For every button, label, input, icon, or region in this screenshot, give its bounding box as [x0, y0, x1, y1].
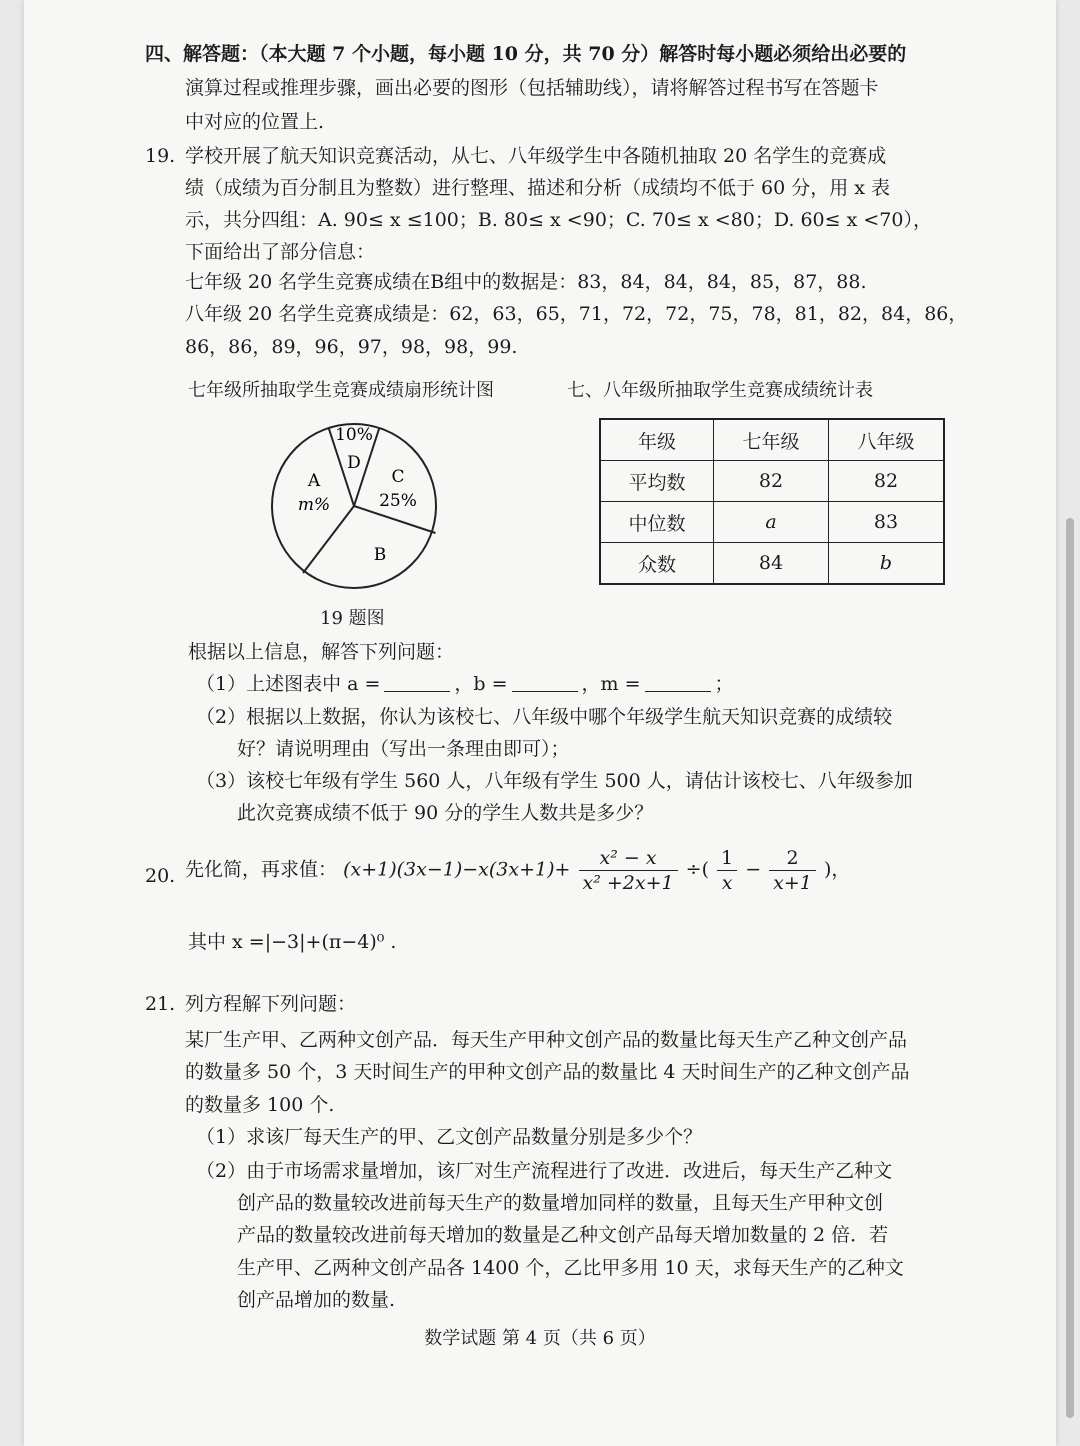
table-cell: 82 — [714, 461, 829, 502]
figure-caption: 19 题图 — [320, 608, 385, 629]
table-header-row — [600, 419, 944, 461]
exam-page — [24, 0, 1056, 1446]
fraction-1: $\frac{\text{x² − x}}{\text{x² +2x+1}}$ — [579, 846, 678, 895]
scrollbar-thumb[interactable] — [1066, 518, 1074, 1418]
pie-label-a: A — [307, 471, 321, 491]
q19-line7: 86，86，89，96，97，98，98，99. — [185, 336, 518, 358]
table-cell: 83 — [829, 502, 945, 543]
q20-where: 其中 x =|−3|+(π−4)⁰ . — [188, 931, 397, 953]
q19-line4: 下面给出了部分信息： — [185, 241, 376, 263]
q19-line1: 学校开展了航天知识竞赛活动，从七、八年级学生中各随机抽取 20 名学生的竞赛成 — [185, 145, 887, 167]
q21-line1: 某厂生产甲、乙两种文创产品．每天生产甲种文创产品的数量比每天生产乙种文创产品 — [185, 1029, 908, 1051]
pie-label-c-value: 25% — [379, 491, 417, 511]
section4-line1: 四、解答题：（本大题 7 个小题，每小题 10 分，共 70 分）解答时每小题必须给出必要的 — [145, 43, 907, 65]
answer-blank-b — [512, 671, 578, 692]
q21-part2-line4: 生产甲、乙两种文创产品各 1400 个，乙比甲多用 10 天，求每天生产的乙种文 — [237, 1257, 904, 1279]
table-cell: 中位数 — [600, 502, 714, 543]
fraction-3: $\frac{2}{x+1}$ — [769, 846, 816, 895]
pie-label-b: B — [373, 545, 387, 565]
q21-number: 21. — [145, 993, 176, 1015]
pie-boundary-b-a — [303, 506, 354, 573]
q19-line2: 绩（成绩为百分制且为整数）进行整理、描述和分析（成绩均不低于 60 分，用 x 表 — [185, 177, 891, 199]
fraction-2: $\frac{1}{x}$ — [717, 846, 737, 895]
pie-label-a-value: m% — [297, 495, 331, 515]
table-cell: a — [714, 502, 829, 543]
q21-line3: 的数量多 100 个. — [185, 1094, 335, 1116]
q19-part2-line2: 好？请说明理由（写出一条理由即可）； — [237, 738, 570, 760]
q19-part1: （1）上述图表中 a = ，b = ，m = ； — [196, 673, 734, 695]
q19-part3-line1: （3）该校七年级有学生 560 人，八年级有学生 500 人，请估计该校七、八年级参加 — [196, 770, 913, 792]
q19-number: 19. — [145, 145, 176, 167]
q21-line0: 列方程解下列问题： — [185, 993, 357, 1015]
section4-line2: 演算过程或推理步骤，画出必要的图形（包括辅助线），请将解答过程书写在答题卡 — [185, 77, 879, 99]
page-footer: 数学试题 第 4 页（共 6 页） — [424, 1328, 656, 1349]
answer-blank-m — [645, 671, 711, 692]
pie-label-d: D — [347, 453, 361, 473]
table-header-cell: 年级 — [600, 419, 714, 461]
pie-chart — [270, 410, 440, 610]
table-row — [600, 461, 944, 502]
q19-intro: 根据以上信息，解答下列问题： — [188, 641, 455, 663]
table-header-cell: 七年级 — [714, 419, 829, 461]
q21-part2-line3: 产品的数量较改进前每天增加的数量是乙种文创产品每天增加数量的 2 倍．若 — [237, 1224, 889, 1246]
scrollbar-track[interactable] — [1060, 0, 1080, 1446]
q19-line5: 七年级 20 名学生竞赛成绩在B组中的数据是：83，84，84，84，85，87，88. — [185, 271, 867, 293]
q21-part1: （1）求该厂每天生产的甲、乙文创产品数量分别是多少个？ — [196, 1126, 703, 1148]
table-cell: 众数 — [600, 543, 714, 585]
q20-expression: 先化简，再求值： (x+1)(3x−1)−x(3x+1)+ $\frac{\text{x² − x}}{\text{x² +2x+1}}$ ÷( $\frac{1}{x}$ − $\frac{2}{x+1}$ )， — [185, 847, 851, 894]
table-row — [600, 502, 944, 543]
q21-part2-line2: 创产品的数量较改进前每天生产的数量增加同样的数量，且每天生产甲种文创 — [237, 1192, 884, 1214]
q20-number: 20. — [145, 865, 176, 887]
table-row — [600, 543, 944, 585]
stats-table — [599, 418, 945, 585]
q19-line6: 八年级 20 名学生竞赛成绩是：62，63，65，71，72，72，75，78，81，82，84，86， — [185, 303, 968, 325]
q21-part2-line1: （2）由于市场需求量增加，该厂对生产流程进行了改进．改进后，每天生产乙种文 — [196, 1160, 893, 1182]
table-cell: 84 — [714, 543, 829, 585]
q19-line3: 示，共分四组：A. 90≤ x ≤100；B. 80≤ x <90；C. 70≤ x <80；D. 60≤ x <70）， — [185, 209, 932, 231]
table-cell: 82 — [829, 461, 945, 502]
q21-line2: 的数量多 50 个，3 天时间生产的甲种文创产品的数量比 4 天时间生产的乙种文创产品 — [185, 1061, 910, 1083]
table-cell: b — [829, 543, 945, 585]
q21-part2-line5: 创产品增加的数量. — [237, 1289, 396, 1311]
table-cell: 平均数 — [600, 461, 714, 502]
pie-label-d-value: 10% — [335, 425, 373, 445]
q19-part2-line1: （2）根据以上数据，你认为该校七、八年级中哪个年级学生航天知识竞赛的成绩较 — [196, 706, 893, 728]
pie-chart-title: 七年级所抽取学生竞赛成绩扇形统计图 — [188, 380, 494, 401]
section4-line3: 中对应的位置上. — [185, 111, 325, 133]
stats-table-title: 七、八年级所抽取学生竞赛成绩统计表 — [567, 380, 873, 401]
q19-part3-line2: 此次竞赛成绩不低于 90 分的学生人数共是多少？ — [237, 802, 654, 824]
answer-blank-a — [384, 671, 450, 692]
table-header-cell: 八年级 — [829, 419, 945, 461]
pie-label-c: C — [391, 467, 405, 487]
